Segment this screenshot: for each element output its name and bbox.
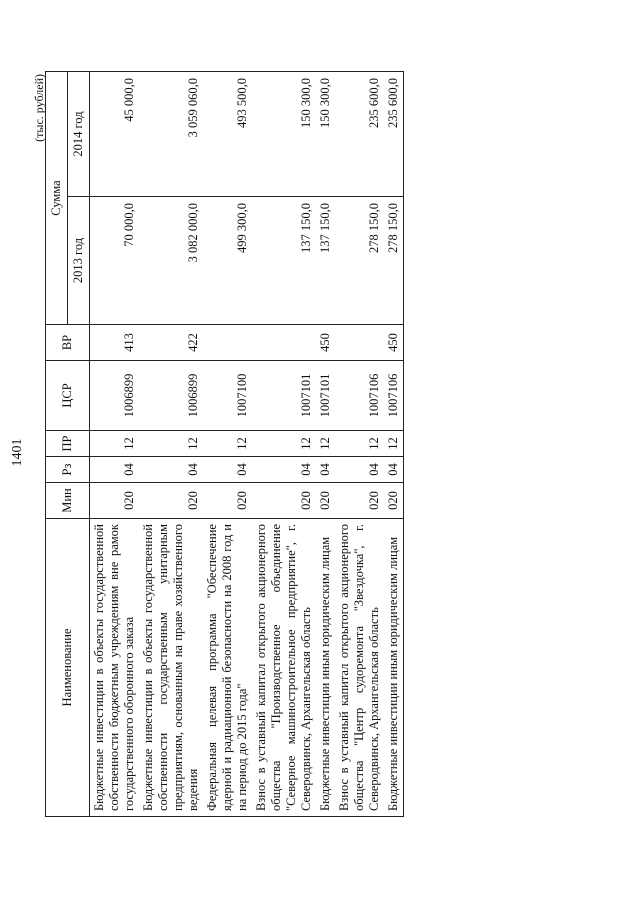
row-2013: 70 000,0 — [90, 197, 140, 325]
row-csr: 1006899 — [139, 361, 203, 431]
header-min: Мин — [46, 483, 90, 519]
header-2013: 2013 год — [68, 197, 90, 325]
row-pr: 12 — [384, 431, 404, 457]
row-rz: 04 — [335, 457, 384, 483]
table-row — [203, 72, 252, 817]
row-name: Бюджетные инвестиции иным юридическим лицам — [384, 519, 404, 817]
row-name: Федеральная целевая программа "Обеспечение ядерной и радиационной безопасности на 2008 год и на период до 2015 года" — [203, 519, 252, 817]
row-pr: 12 — [316, 431, 335, 457]
table-row — [139, 72, 203, 817]
row-rz: 04 — [316, 457, 335, 483]
row-2013: 278 150,0 — [384, 197, 404, 325]
page-number: 1401 — [10, 438, 25, 467]
row-rz: 04 — [90, 457, 140, 483]
row-csr: 1007101 — [316, 361, 335, 431]
row-2013: 137 150,0 — [316, 197, 335, 325]
header-csr: ЦСР — [46, 361, 90, 431]
header-2014: 2014 год — [68, 72, 90, 197]
row-vr: 422 — [139, 325, 203, 361]
row-pr: 12 — [203, 431, 252, 457]
row-name: Взнос в уставный капитал открытого акционерного общества "Производственное объединение "Северное машиностроительное предприятие", г. Северодвинск, Архангельская область — [252, 519, 316, 817]
row-rz: 04 — [203, 457, 252, 483]
row-2013: 137 150,0 — [252, 197, 316, 325]
row-2013: 278 150,0 — [335, 197, 384, 325]
row-pr: 12 — [252, 431, 316, 457]
header-rz: Рз — [46, 457, 90, 483]
budget-table — [45, 71, 404, 817]
table-row — [252, 72, 316, 817]
header-vr: ВР — [46, 325, 90, 361]
table-row — [384, 72, 404, 817]
row-vr — [335, 325, 384, 361]
row-rz: 04 — [252, 457, 316, 483]
row-2013: 3 082 000,0 — [139, 197, 203, 325]
row-min: 020 — [90, 483, 140, 519]
row-min: 020 — [335, 483, 384, 519]
row-vr: 450 — [316, 325, 335, 361]
row-name: Бюджетные инвестиции в объекты государственной собственности государственным унитарным предприятиям, основанным на праве хозяйственного ведения — [139, 519, 203, 817]
row-2014: 150 300,0 — [252, 72, 316, 197]
row-2014: 3 059 060,0 — [139, 72, 203, 197]
row-vr — [203, 325, 252, 361]
header-sum: Сумма — [46, 72, 68, 325]
row-min: 020 — [316, 483, 335, 519]
row-csr: 1007106 — [384, 361, 404, 431]
row-name: Бюджетные инвестиции в объекты государственной собственности бюджетным учреждениям вне рамок государственного оборонного заказа — [90, 519, 140, 817]
row-pr: 12 — [335, 431, 384, 457]
row-2013: 499 300,0 — [203, 197, 252, 325]
row-csr: 1007101 — [252, 361, 316, 431]
row-min: 020 — [203, 483, 252, 519]
header-name: Наименование — [46, 519, 90, 817]
row-min: 020 — [252, 483, 316, 519]
row-min: 020 — [384, 483, 404, 519]
table-row — [316, 72, 335, 817]
row-2014: 235 600,0 — [384, 72, 404, 197]
row-2014: 150 300,0 — [316, 72, 335, 197]
table-row — [90, 72, 140, 817]
table-row — [335, 72, 384, 817]
row-2014: 493 500,0 — [203, 72, 252, 197]
row-2014: 45 000,0 — [90, 72, 140, 197]
row-min: 020 — [139, 483, 203, 519]
row-2014: 235 600,0 — [335, 72, 384, 197]
row-csr: 1007100 — [203, 361, 252, 431]
header-pr: ПР — [46, 431, 90, 457]
table-header — [46, 72, 90, 817]
row-rz: 04 — [139, 457, 203, 483]
row-vr: 413 — [90, 325, 140, 361]
row-csr: 1007106 — [335, 361, 384, 431]
row-vr: 450 — [384, 325, 404, 361]
row-csr: 1006899 — [90, 361, 140, 431]
row-vr — [252, 325, 316, 361]
row-pr: 12 — [90, 431, 140, 457]
row-rz: 04 — [384, 457, 404, 483]
row-pr: 12 — [139, 431, 203, 457]
table-body — [90, 72, 404, 817]
units-label: (тыс. рублей) — [32, 74, 46, 142]
row-name: Бюджетные инвестиции иным юридическим лицам — [316, 519, 335, 817]
row-name: Взнос в уставный капитал открытого акционерного общества "Центр судоремонта "Звездочка", г. Северодвинск, Архангельская область — [335, 519, 384, 817]
